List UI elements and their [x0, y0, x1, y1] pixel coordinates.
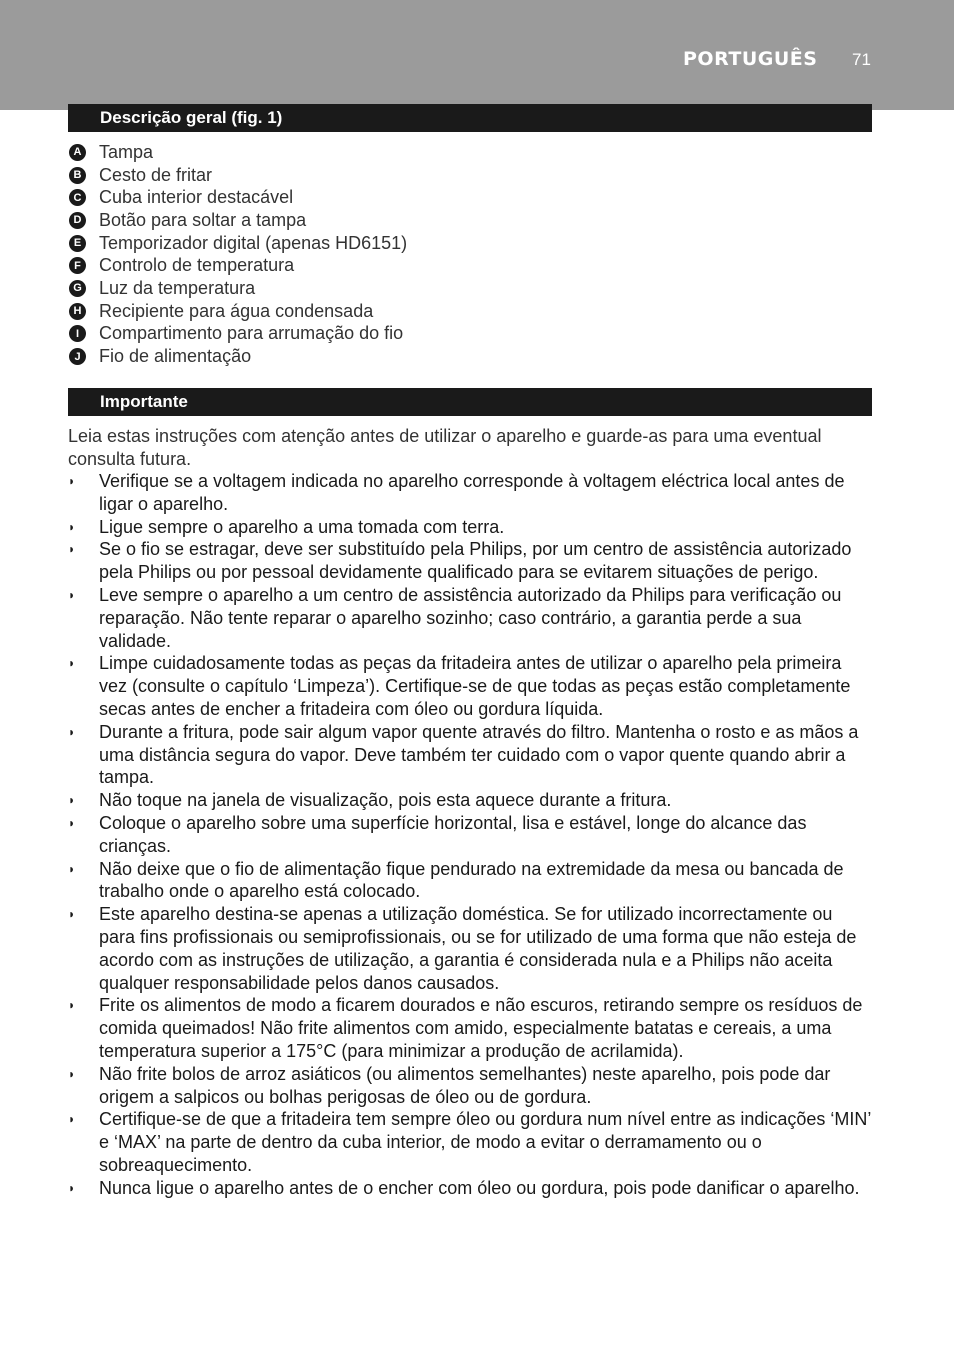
letter-badge: E: [69, 235, 86, 252]
legend-text: Luz da temperatura: [99, 277, 256, 298]
list-item-text: Durante a fritura, pode sair algum vapor quente através do filtro. Mantenha o rosto e as mãos a uma distância segura do vapor. Deve também ter cuidado com o vapor quente quando abrir a tampa.: [99, 721, 859, 788]
list-item: [68, 538, 872, 584]
legend-item: [68, 277, 407, 300]
legend-item: [68, 209, 407, 232]
legend-item: [68, 254, 407, 277]
section-title-overview: Descrição geral (fig. 1): [68, 104, 872, 132]
list-item-text: Verifique se a voltagem indicada no aparelho corresponde à voltagem eléctrica local antes de ligar o aparelho.: [99, 471, 845, 514]
list-item-text: Frite os alimentos de modo a ficarem dourados e não escuros, retirando sempre os resíduos de comida queimados! Não frite alimentos com amido, especialmente batatas e cereais, a uma temperatura superior a 175°C (para minimizar a produção de acrilamida).: [99, 995, 863, 1061]
intro-paragraph: Leia estas instruções com atenção antes de utilizar o aparelho e guarde-as para uma eventual consulta futura.: [68, 426, 822, 469]
letter-badge: D: [69, 212, 86, 229]
bullet-arrow-icon: ◗: [68, 1112, 76, 1127]
list-item-text: Não deixe que o fio de alimentação fique pendurado na extremidade da mesa ou bancada de trabalho onde o aparelho está colocado.: [99, 858, 844, 902]
legend-item: [68, 300, 407, 323]
list-item: [68, 903, 872, 994]
bullet-arrow-icon: ◗: [68, 793, 76, 808]
bullet-arrow-icon: ◗: [68, 815, 76, 830]
legend-text: Controlo de temperatura: [99, 255, 295, 276]
list-item: [68, 652, 872, 720]
letter-badge: I: [69, 325, 86, 342]
legend-item: [68, 164, 407, 187]
list-item: [68, 721, 872, 789]
legend-item: [68, 323, 407, 346]
list-item: [68, 1108, 872, 1176]
legend-text: Temporizador digital (apenas HD6151): [99, 232, 408, 253]
list-item-text: Ligue sempre o aparelho a uma tomada com terra.: [99, 516, 505, 537]
legend-text: Cesto de fritar: [99, 164, 213, 185]
letter-badge: G: [69, 280, 86, 297]
letter-badge: F: [69, 257, 86, 274]
legend-text: Tampa: [99, 141, 154, 162]
list-item-text: Limpe cuidadosamente todas as peças da fritadeira antes de utilizar o aparelho pela primeira vez (consulte o capítulo ‘Limpeza’). Certifique-se de que todas as peças estão completamente secas antes de encher a fritadeira com óleo ou gordura líquida.: [99, 653, 851, 719]
list-item-text: Coloque o aparelho sobre uma superfície horizontal, lisa e estável, longe do alcance das crianças.: [99, 812, 807, 856]
list-item: [68, 812, 872, 858]
safety-list: [68, 470, 872, 1200]
list-item-text: Não toque na janela de visualização, pois esta aquece durante a fritura.: [99, 790, 672, 811]
bullet-arrow-icon: ◗: [68, 1066, 76, 1081]
legend-item: [68, 186, 407, 209]
bullet-arrow-icon: ◗: [68, 907, 76, 922]
legend-text: Fio de alimentação: [99, 346, 252, 367]
list-item: [68, 1177, 872, 1200]
legend-text: Cuba interior destacável: [99, 187, 294, 208]
legend-text: Recipiente para água condensada: [99, 300, 374, 321]
list-item: [68, 858, 872, 904]
letter-badge: H: [69, 303, 86, 320]
list-item: [68, 516, 872, 539]
header-bar: [0, 0, 954, 110]
language-heading: PORTUGUÊS: [683, 48, 818, 70]
list-item-text: Não frite bolos de arroz asiáticos (ou alimentos semelhantes) neste aparelho, pois pode dar origem a salpicos ou bolhas perigosas de óleo ou de gordura.: [99, 1063, 831, 1107]
letter-badge: J: [69, 348, 86, 365]
list-item-text: Se o fio se estragar, deve ser substituído pela Philips, por um centro de assistência autorizado pela Philips ou por pessoal devidamente qualificado para se evitarem situações de perigo.: [99, 539, 852, 583]
list-item: [68, 584, 872, 652]
bullet-arrow-icon: ◗: [68, 542, 76, 557]
page-number: 71: [852, 50, 871, 69]
bullet-arrow-icon: ◗: [68, 861, 76, 876]
list-item: [68, 994, 872, 1062]
list-item-text: Leve sempre o aparelho a um centro de assistência autorizado da Philips para verificação ou reparação. Não tente reparar o aparelho sozinho; caso contrário, a garantia perde a sua validade.: [99, 584, 842, 651]
letter-badge: C: [69, 189, 86, 206]
parts-legend: [68, 141, 407, 368]
legend-item: [68, 141, 407, 164]
letter-badge: A: [69, 144, 86, 161]
letter-badge: B: [69, 167, 86, 184]
legend-text: Compartimento para arrumação do fio: [99, 323, 404, 344]
legend-item: [68, 345, 407, 368]
bullet-arrow-icon: ◗: [68, 1180, 76, 1195]
list-item-text: Nunca ligue o aparelho antes de o encher com óleo ou gordura, pois pode danificar o aparelho.: [99, 1177, 860, 1198]
bullet-arrow-icon: ◗: [68, 724, 76, 739]
list-item-text: Este aparelho destina-se apenas a utilização doméstica. Se for utilizado incorrectamente ou para fins profissionais ou semiprofissionais, ou se for utilizado de uma forma que não esteja de acordo com as instruções de utilização, a garantia é considerada nula e a Philips não aceita qualquer responsabilidade pelos danos causados.: [99, 904, 857, 993]
legend-text: Botão para soltar a tampa: [99, 209, 307, 230]
list-item: [68, 1063, 872, 1109]
list-item-text: Certifique-se de que a fritadeira tem sempre óleo ou gordura num nível entre as indicações ‘MIN’ e ‘MAX’ na parte de dentro da cuba interior, de modo a evitar o derramamento ou o sobreaquecimento.: [99, 1109, 871, 1175]
bullet-arrow-icon: ◗: [68, 998, 76, 1013]
bullet-arrow-icon: ◗: [68, 519, 76, 534]
bullet-arrow-icon: ◗: [68, 587, 76, 602]
bullet-arrow-icon: ◗: [68, 656, 76, 671]
bullet-arrow-icon: ◗: [68, 474, 76, 488]
list-item: [68, 470, 872, 516]
list-item: [68, 789, 872, 812]
section-title-important: Importante: [68, 388, 872, 416]
legend-item: [68, 232, 407, 255]
